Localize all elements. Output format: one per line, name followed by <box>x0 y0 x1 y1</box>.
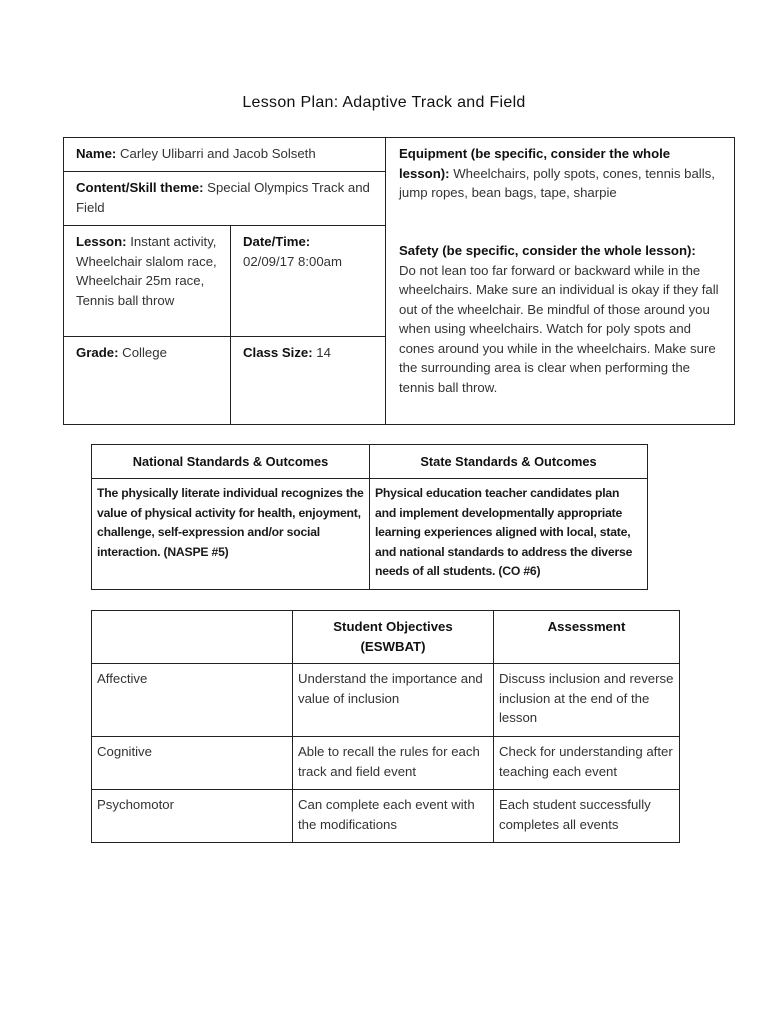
divider <box>91 663 680 664</box>
divider <box>63 336 385 337</box>
divider <box>91 789 680 790</box>
name-cell <box>76 144 376 164</box>
divider <box>647 444 648 590</box>
equipment-cell <box>399 144 724 203</box>
table-row-objective: Able to recall the rules for each track and field event <box>298 744 480 779</box>
divider <box>91 610 680 611</box>
divider <box>230 225 231 425</box>
divider <box>385 137 386 425</box>
equipment-value: Wheelchairs, polly spots, cones, tennis balls, jump ropes, bean bags, tape, sharpie <box>399 165 715 200</box>
datetime-label: Date/Time: <box>243 234 311 249</box>
table-row-objective: Can complete each event with the modifications <box>298 797 475 832</box>
table-row-assessment: Each student successfully completes all events <box>499 797 651 832</box>
lesson-cell <box>76 232 228 310</box>
national-standards-text: The physically literate individual recognizes the value of physical activity for health, enjoyment, challenge, self-expression and/or social interaction. (NASPE #5) <box>97 486 364 559</box>
table-row-assessment: Discuss inclusion and reverse inclusion at the end of the lesson <box>499 671 674 725</box>
divider <box>493 610 494 843</box>
safety-value: Do not lean too far forward or backward while in the wheelchairs. Make sure an individual is okay if they fall out of the wheelchair. Be mindful of those around you when using wheelchairs. Watch for poly spots and cones around you while in the wheelchairs. Make sure the surrounding area is clear when performing the tennis ball throw. <box>399 262 719 395</box>
divider <box>63 225 385 226</box>
divider <box>91 610 92 843</box>
divider <box>63 137 735 138</box>
grade-label: Grade: <box>76 345 119 360</box>
table-row-domain: Affective <box>97 671 148 686</box>
datetime-value: 02/09/17 8:00am <box>243 253 342 269</box>
divider <box>679 610 680 843</box>
lesson-value: Instant activity, Wheelchair slalom race, Wheelchair 25m race, Tennis ball throw <box>76 234 217 308</box>
name-label: Name: <box>76 146 117 161</box>
divider <box>734 137 735 425</box>
divider <box>91 842 680 843</box>
divider <box>63 137 64 425</box>
grade-value: College <box>118 345 167 360</box>
equipment-label: Equipment (be specific, consider the whole lesson): <box>399 146 671 181</box>
name-value: Carley Ulibarri and Jacob Solseth <box>116 146 316 161</box>
national-standards-header: National Standards & Outcomes <box>132 454 329 469</box>
divider <box>292 610 293 843</box>
grade-cell <box>76 343 226 363</box>
lesson-label: Lesson: <box>76 234 127 249</box>
table-row-assessment: Check for understanding after teaching each event <box>499 744 673 779</box>
content-value: Special Olympics Track and Field <box>76 180 370 215</box>
state-standards-text: Physical education teacher candidates plan and implement developmentally appropriate learning experiences aligned with local, state, and national standards to address the diverse needs of all students. (CO #6) <box>375 486 633 578</box>
table-row-domain: Cognitive <box>97 744 152 759</box>
safety-label: Safety (be specific, consider the whole lesson): <box>399 243 696 258</box>
table-row-objective: Understand the importance and value of inclusion <box>298 671 483 706</box>
divider <box>91 736 680 737</box>
student-objectives-header: Student Objectives (ESWBAT) <box>333 619 453 654</box>
divider <box>63 171 385 172</box>
datetime-cell <box>243 232 381 271</box>
content-label: Content/Skill theme: <box>76 180 204 195</box>
content-cell <box>76 178 376 217</box>
assessment-header: Assessment <box>547 619 626 634</box>
classsize-cell <box>243 343 381 363</box>
page-title: Lesson Plan: Adaptive Track and Field <box>242 94 526 111</box>
classsize-label: Class Size: <box>243 345 313 360</box>
divider <box>63 424 735 425</box>
classsize-value: 14 <box>312 345 331 360</box>
safety-cell <box>399 241 724 397</box>
state-standards-header: State Standards & Outcomes <box>420 454 597 469</box>
table-row-domain: Psychomotor <box>97 797 174 812</box>
